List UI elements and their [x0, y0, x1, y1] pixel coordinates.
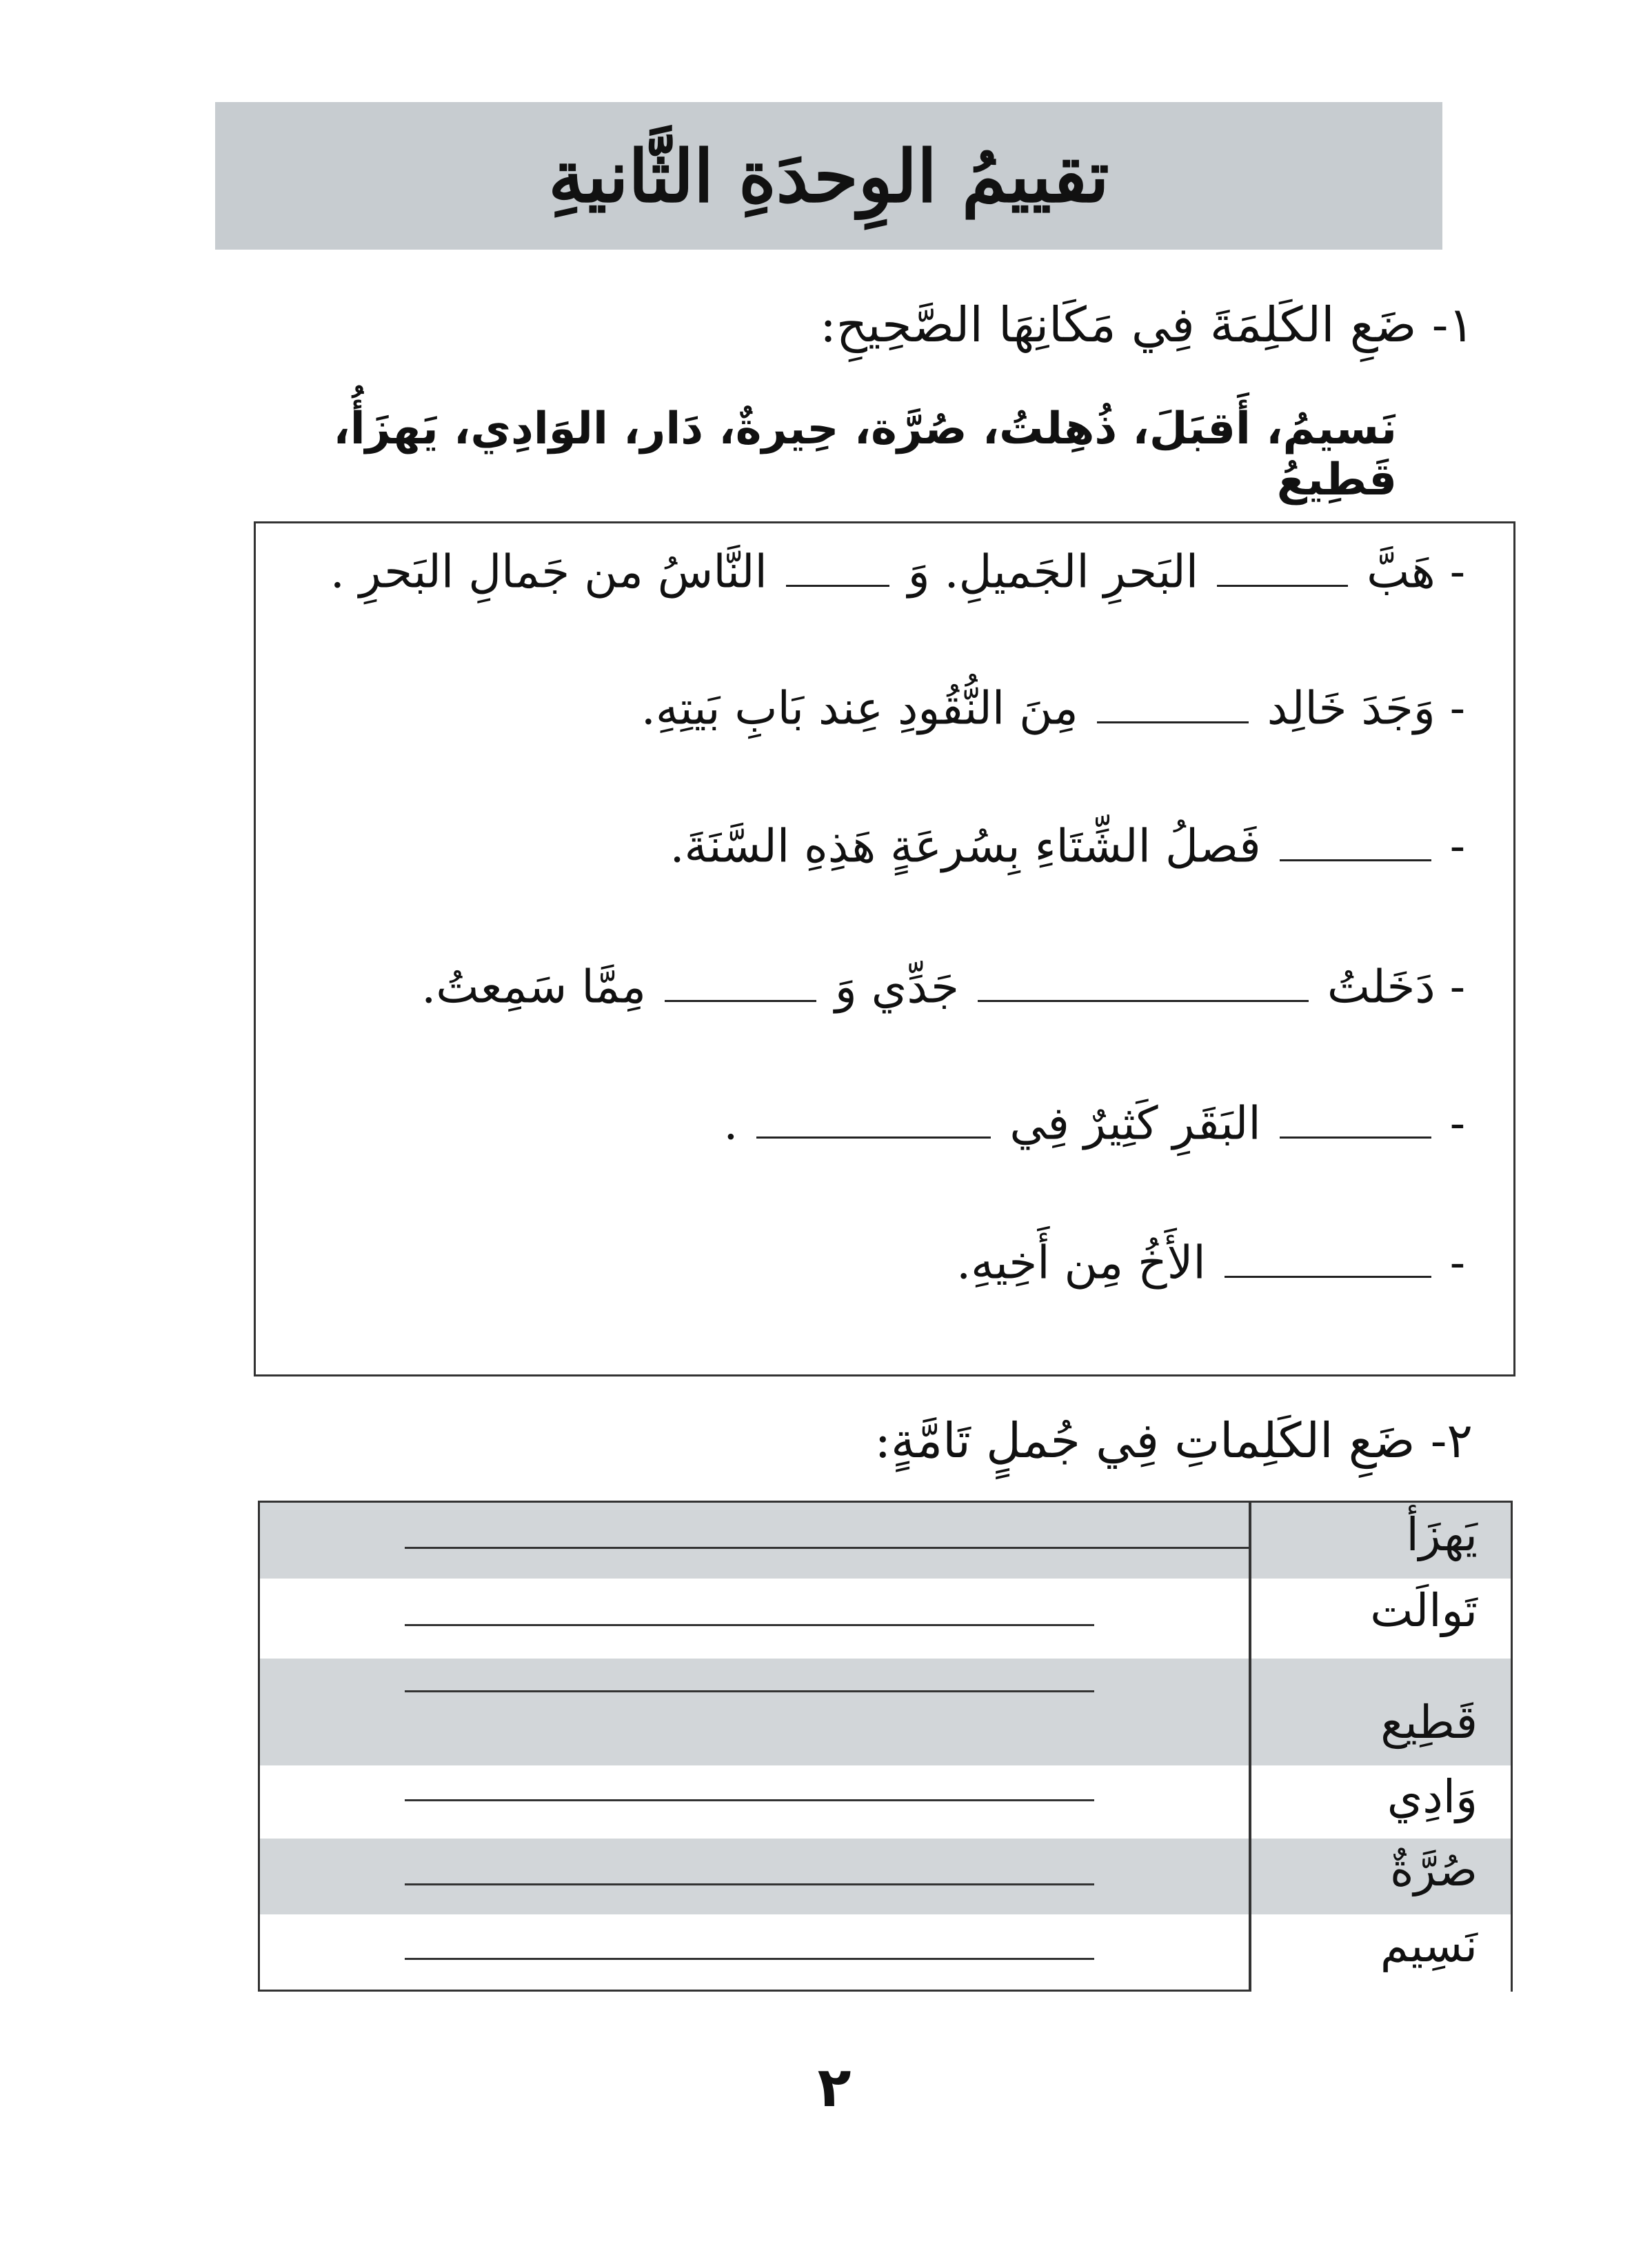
- page-title: تقييمُ الوِحدَةِ الثَّانيةِ: [548, 133, 1109, 219]
- row-shade: [260, 1659, 1249, 1765]
- sentence-1: - هَبَّ البَحرِ الجَميلِ. وَ النَّاسُ من جَمالِ البَحرِ .: [330, 545, 1465, 599]
- term-2: تَوالَت: [1370, 1584, 1478, 1637]
- term-4: وَادِي: [1387, 1770, 1478, 1823]
- answer-blank[interactable]: [1225, 1235, 1431, 1278]
- terms-column: [1249, 1501, 1513, 1992]
- title-banner: [215, 102, 1442, 250]
- page-number: ٢: [817, 2055, 852, 2119]
- row-shade: [260, 1503, 1249, 1579]
- word-bank: نَسيمُ، أَقبَلَ، ذُهِلتُ، صُرَّة، حِيرةٌ، دَار، الوَادِي، يَهزَأُ، قَطِيعُ: [333, 403, 1397, 505]
- answer-blank[interactable]: [665, 959, 816, 1002]
- sentence-4: - دَخَلتُ جَدِّي وَ مِمَّا سَمِعتُ.: [421, 960, 1465, 1014]
- answer-line[interactable]: [405, 1799, 1094, 1801]
- term-6: نَسِيم: [1380, 1919, 1478, 1972]
- answer-line[interactable]: [405, 1624, 1094, 1626]
- answer-blank[interactable]: [786, 544, 889, 587]
- answer-line[interactable]: [405, 1547, 1251, 1549]
- answer-line[interactable]: [405, 1958, 1094, 1960]
- term-1: يَهزَأ: [1406, 1508, 1478, 1561]
- term-3: قَطِيع: [1380, 1696, 1478, 1749]
- sentence-5: - البَقَرِ كَثِيرٌ فِي .: [723, 1097, 1465, 1150]
- section1-heading: ١- ضَعِ الكَلِمَةَ فِي مَكَانِهَا الصَّحِيحِ:: [820, 297, 1474, 353]
- fill-in-box: [254, 521, 1515, 1376]
- answer-blank[interactable]: [756, 1096, 991, 1139]
- term-5: صُرَّةٌ: [1389, 1843, 1478, 1896]
- row-shade: [260, 1839, 1249, 1914]
- answer-blank[interactable]: [1280, 819, 1431, 861]
- answer-line[interactable]: [405, 1883, 1094, 1885]
- sentence-6: - الأَخُ مِن أَخِيهِ.: [956, 1236, 1465, 1290]
- answer-blank[interactable]: [978, 959, 1309, 1002]
- section2-heading: ٢- ضَعِ الكَلِماتِ فِي جُملٍ تَامَّةٍ:: [874, 1412, 1473, 1469]
- sentence-writing-area: [258, 1501, 1251, 1992]
- answer-line[interactable]: [405, 1690, 1094, 1692]
- sentence-3: - فَصلُ الشِّتَاءِ بِسُرعَةٍ هَذِهِ السَّنَةَ.: [669, 819, 1465, 873]
- answer-blank[interactable]: [1097, 681, 1249, 723]
- answer-blank[interactable]: [1280, 1096, 1431, 1139]
- answer-blank[interactable]: [1217, 544, 1348, 587]
- sentence-2: - وَجَدَ خَالِد مِنَ النُّقُودِ عِند بَابِ بَيتِهِ.: [641, 681, 1465, 735]
